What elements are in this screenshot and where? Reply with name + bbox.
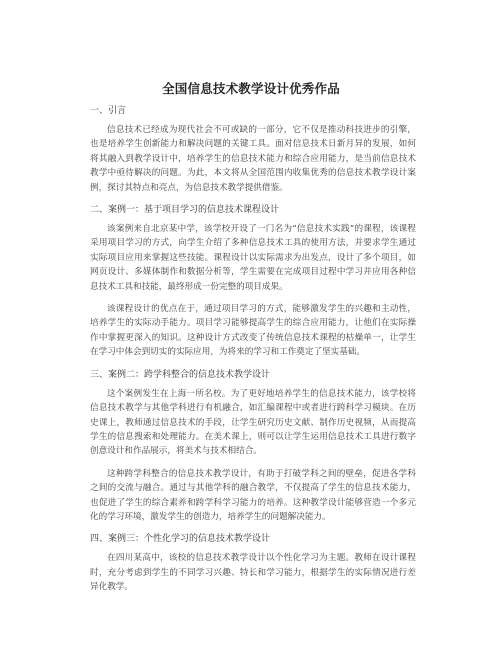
paragraph: 信息技术已经成为现代社会不可或缺的一部分，它不仅是推动科技进步的引擎，也是培养学生创新能力和解决问题的关键工具。面对信息技术日新月异的发展，如何将其融入到教学设计中，培养学生的信息技术能力和综合应用能力，是当前信息技术教学中亟待解决的问题。为此，本文将从全国范围内收集优秀的信息技术教学设计案例，探讨其特点和亮点，为信息技术教学提供借鉴。 — [90, 125, 416, 193]
section-heading-case-2: 三、案例二：跨学科整合的信息技术教学设计 — [90, 369, 271, 380]
paragraph: 该案例来自北京某中学，该学校开设了一门名为“信息技术实践”的课程，该课程采用项目学习的方式，向学生介绍了多种信息技术工具的使用方法，并要求学生通过实际项目应用来掌握这些技能。课程设计以实际需求为出发点，设计了多个项目，如网页设计、多媒体制作和数据分析等，学生需要在完成项目过程中学习并应用各种信息技术工具和技能，最终形成一份完整的项目成果。 — [90, 224, 416, 292]
paragraph: 该课程设计的优点在于，通过项目学习的方式，能够激发学生的兴趣和主动性，培养学生的实际动手能力。项目学习能够提高学生的综合应用能力，让他们在实际操作中掌握更深入的知识。这种设计方式改变了传统信息技术课程的枯燥单一，让学生在学习中体会到切实的实际应用，为将来的学习和工作奠定了坚实基础。 — [90, 304, 416, 358]
section-heading-case-1: 二、案例一：基于项目学习的信息技术课程设计 — [90, 205, 280, 216]
section-heading-case-3: 四、案例三：个性化学习的信息技术教学设计 — [90, 534, 271, 545]
paragraph: 这种跨学科整合的信息技术教学设计，有助于打破学科之间的壁垒，促进各学科之间的交流与融合。通过与其他学科的融合教学，不仅提高了学生的信息技术能力，也促进了学生的综合素养和跨学科学习能力的培养。这种教学设计能够营造一个多元化的学习环境，激发学生的创造力，培养学生的问题解决能力。 — [90, 468, 416, 522]
section-heading-intro: 一、引言 — [90, 106, 127, 116]
document-body — [90, 104, 416, 603]
paragraph: 在四川某高中，该校的信息技术教学设计以个性化学习为主题。教师在设计课程时，充分考虑到学生的不同学习兴趣、特长和学习能力，根据学生的实际情况进行差异化教学。 — [90, 553, 416, 593]
paragraph: 这个案例发生在上海一所名校。为了更好地培养学生的信息技术能力，该学校将信息技术教学与其他学科进行有机融合，如汇编课程中或者进行跨科学习模块。在历史课上，教师通过信息技术的手段，让学生研究历史文献、制作历史视频，从而提高学生的信息搜索和处理能力。在美术课上，则可以让学生运用信息技术工具进行数字创意设计和作品展示，将美术与技术相结合。 — [90, 388, 416, 457]
document-title: 全国信息技术教学设计优秀作品 — [162, 81, 340, 96]
